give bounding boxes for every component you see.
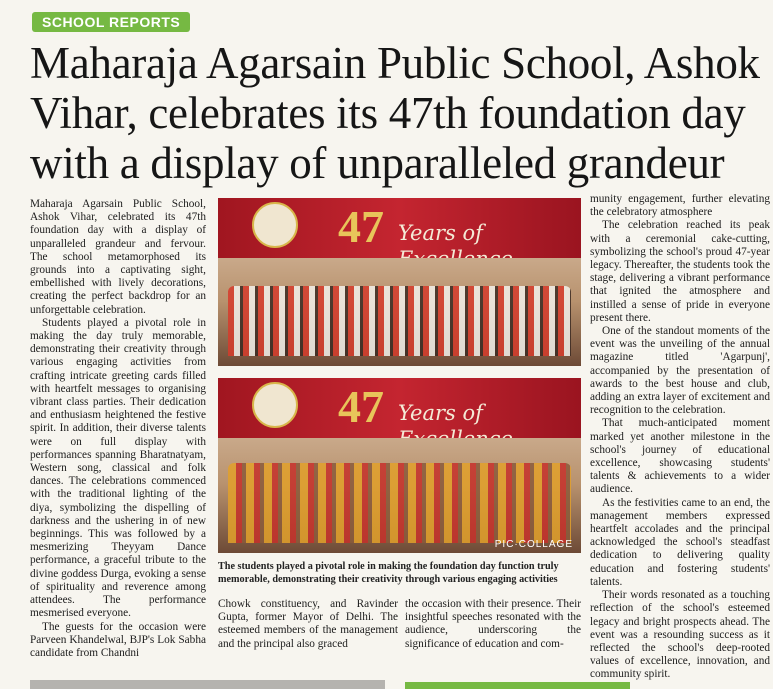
banner-text: Years of	[398, 401, 483, 425]
photo-banner	[218, 198, 581, 258]
paragraph: As the festivities came to an end, the management members expressed heartfelt accolades and the principal acknowledged the school's steadfast dedication to delivering quality education and fostering students' talents.	[590, 496, 770, 588]
performers	[228, 286, 571, 356]
school-logo-icon	[252, 382, 298, 428]
article-column-1	[30, 198, 206, 660]
photo-banner	[218, 378, 581, 438]
banner-number: 47	[338, 201, 384, 252]
paragraph: Maharaja Agarsain Public School, Ashok Vihar, celebrated its 47th foundation day with a display of unparalleled grandeur and fervour. The school metamorphosed its grounds into a captivating sight, embellished with lively decorations, creating the perfect backdrop for an unforgettable celebration.	[30, 198, 206, 316]
paragraph: The guests for the occasion were Parveen Khandelwal, BJP's Lok Sabha candidate from Chandni	[30, 620, 206, 659]
event-photo-top	[218, 198, 581, 366]
event-photo-bottom	[218, 378, 581, 553]
paragraph: One of the standout moments of the event was the unveiling of the annual magazine titled 'Agarpunj', accompanied by the presentation of awards to the best house and club, adding an extra layer of excitement and recognition to the celebration.	[590, 325, 770, 417]
paragraph: That much-anticipated moment marked yet another milestone in the school's journey of educational excellence, showcasing students' talents & achievements to a wider audience.	[590, 417, 770, 496]
paragraph: Students played a pivotal role in making the day truly memorable, demonstrating their creativity through various engaging activities from crafting intricate greeting cards filled with heartfelt messages to organising vibrant class parties. Their dedication and enthusiasm heightened the festive spirit. In addition, their diverse talents were on full display with performances spanning Bharatnatyam, Western song, classical and folk dances. The celebrations commenced with the traditional lighting of the diya, symbolizing the dispelling of darkness and the ushering in of new beginnings. This was followed by a mesmerizing Theyyam Dance performance, a graceful tribute to the divine goddess Durga, evoking a sense of spirituality and reverence among attendees. The performance mesmerised everyone.	[30, 316, 206, 620]
paragraph: the occasion with their presence. Their insightful speeches resonated with the audience, underscoring the significance of education and com-	[405, 598, 581, 650]
next-article-headline-fragment	[30, 680, 385, 689]
banner-text: Years of	[398, 221, 483, 245]
photo-caption: The students played a pivotal role in making the foundation day function truly memorable, demonstrating their creativity through various engaging activities	[218, 561, 559, 585]
headline: Maharaja Agarsain Public School, Ashok Vihar, celebrates its 47th foundation day with a display of unparalleled grandeur	[30, 38, 760, 188]
paragraph: Their words resonated as a touching reflection of the school's esteemed legacy and bright prospects ahead. The event was a resounding success as it reflected the school's deep-rooted values of excellence, innovation, and community spirit.	[590, 589, 770, 681]
paragraph: Chowk constituency, and Ravinder Gupta, former Mayor of Delhi. The esteemed members of the management and the principal also graced	[218, 598, 398, 650]
banner-number: 47	[338, 381, 384, 432]
performers	[228, 463, 571, 543]
article-column-4	[590, 193, 770, 682]
paragraph: The celebration reached its peak with a ceremonial cake-cutting, symbolizing the school's proud 47-year legacy. Thereafter, the students took the stage, delivering a vibrant performance that ignited the atmosphere and instilled a sense of pride in everyone present there.	[590, 219, 770, 324]
article-column-3	[405, 598, 581, 651]
paragraph: munity engagement, further elevating the celebratory atmosphere	[590, 193, 770, 219]
article-column-2	[218, 598, 398, 651]
stage-area	[218, 438, 581, 553]
collage-watermark: PIC·COLLAGE	[494, 539, 573, 550]
section-tag: SCHOOL REPORTS	[32, 12, 190, 32]
stage-area	[218, 258, 581, 366]
next-section-tag-fragment	[405, 682, 630, 689]
school-logo-icon	[252, 202, 298, 248]
